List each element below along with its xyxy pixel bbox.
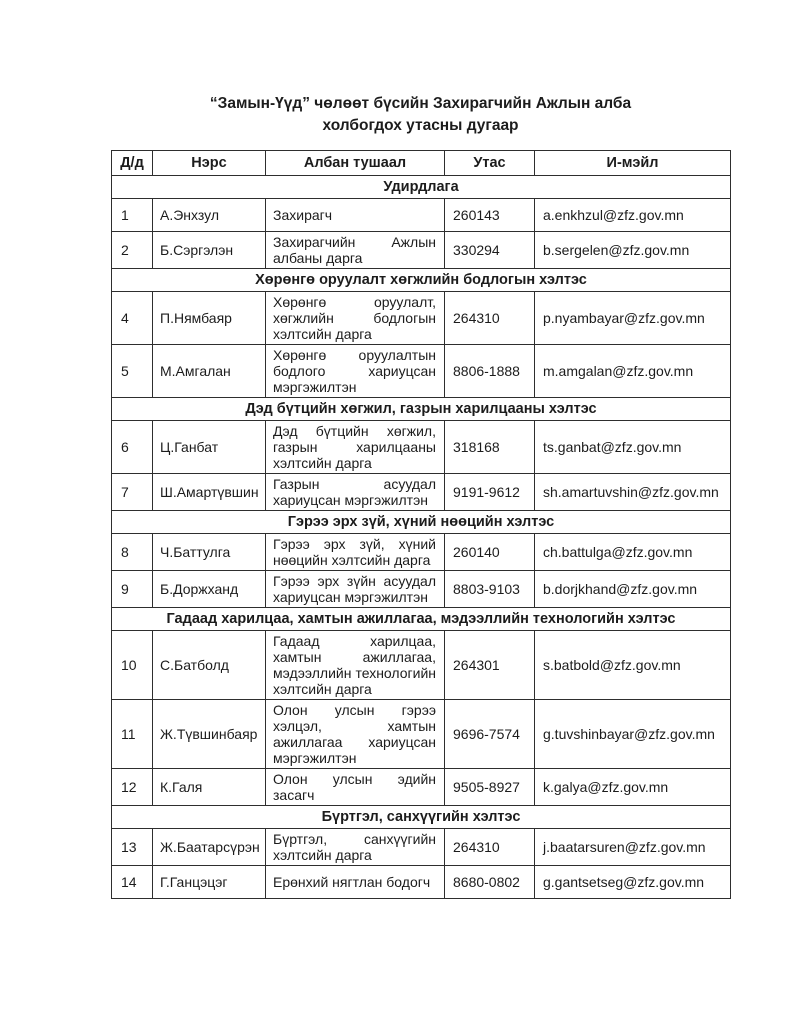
section-header-row bbox=[112, 806, 731, 829]
cell-email: p.nyambayar@zfz.gov.mn bbox=[535, 292, 731, 345]
document-title-line1: “Замын-Үүд” чөлөөт бүсийн Захирагчийн Ажлын алба bbox=[209, 95, 632, 112]
cell-position: Дэд бүтцийн хөгжил, газрын харилцааны хэлтсийн дарга bbox=[266, 421, 445, 474]
header-email: И-мэйл bbox=[535, 151, 731, 176]
cell-name: Б.Доржханд bbox=[153, 571, 266, 608]
cell-name: Ж.Баатарсүрэн bbox=[153, 829, 266, 866]
cell-name: М.Амгалан bbox=[153, 345, 266, 398]
cell-no: 9 bbox=[112, 571, 153, 608]
section-title: Дэд бүтцийн хөгжил, газрын харилцааны хэлтэс bbox=[112, 398, 731, 421]
section-header-row bbox=[112, 398, 731, 421]
cell-email: ts.ganbat@zfz.gov.mn bbox=[535, 421, 731, 474]
cell-position: Газрын асуудал хариуцсан мэргэжилтэн bbox=[266, 474, 445, 511]
cell-email: b.dorjkhand@zfz.gov.mn bbox=[535, 571, 731, 608]
cell-position: Ерөнхий нягтлан бодогч bbox=[266, 866, 445, 899]
cell-email: g.gantsetseg@zfz.gov.mn bbox=[535, 866, 731, 899]
table-row bbox=[112, 292, 731, 345]
table-row bbox=[112, 631, 731, 700]
section-header-row bbox=[112, 176, 731, 199]
table-row bbox=[112, 232, 731, 269]
cell-name: А.Энхзул bbox=[153, 199, 266, 232]
cell-phone: 260143 bbox=[445, 199, 535, 232]
cell-position: Захирагчийн Ажлын албаны дарга bbox=[266, 232, 445, 269]
cell-phone: 9191-9612 bbox=[445, 474, 535, 511]
cell-no: 7 bbox=[112, 474, 153, 511]
table-row bbox=[112, 345, 731, 398]
cell-phone: 9696-7574 bbox=[445, 700, 535, 769]
cell-name: С.Батболд bbox=[153, 631, 266, 700]
cell-phone: 8680-0802 bbox=[445, 866, 535, 899]
cell-name: К.Галя bbox=[153, 769, 266, 806]
cell-phone: 264301 bbox=[445, 631, 535, 700]
cell-email: k.galya@zfz.gov.mn bbox=[535, 769, 731, 806]
table-row bbox=[112, 199, 731, 232]
cell-email: m.amgalan@zfz.gov.mn bbox=[535, 345, 731, 398]
header-no: Д/д bbox=[112, 151, 153, 176]
header-name: Нэрс bbox=[153, 151, 266, 176]
document-title bbox=[111, 93, 730, 137]
cell-no: 14 bbox=[112, 866, 153, 899]
cell-no: 4 bbox=[112, 292, 153, 345]
section-title: Гадаад харилцаа, хамтын ажиллагаа, мэдээллийн технологийн хэлтэс bbox=[112, 608, 731, 631]
cell-name: Ц.Ганбат bbox=[153, 421, 266, 474]
cell-no: 8 bbox=[112, 534, 153, 571]
table-row bbox=[112, 829, 731, 866]
cell-no: 10 bbox=[112, 631, 153, 700]
cell-position: Гэрээ эрх зүй, хүний нөөцийн хэлтсийн дарга bbox=[266, 534, 445, 571]
cell-email: s.batbold@zfz.gov.mn bbox=[535, 631, 731, 700]
cell-phone: 318168 bbox=[445, 421, 535, 474]
section-title: Удирдлага bbox=[112, 176, 731, 199]
contact-table bbox=[111, 150, 731, 899]
document-title-line2: холбогдох утасны дугаар bbox=[322, 117, 519, 134]
cell-no: 13 bbox=[112, 829, 153, 866]
cell-name: Г.Ганцэцэг bbox=[153, 866, 266, 899]
table-row bbox=[112, 700, 731, 769]
cell-email: ch.battulga@zfz.gov.mn bbox=[535, 534, 731, 571]
cell-no: 6 bbox=[112, 421, 153, 474]
table-row bbox=[112, 534, 731, 571]
section-title: Гэрээ эрх зүй, хүний нөөцийн хэлтэс bbox=[112, 511, 731, 534]
cell-position: Гадаад харилцаа, хамтын ажиллагаа, мэдээллийн технологийн хэлтсийн дарга bbox=[266, 631, 445, 700]
cell-phone: 264310 bbox=[445, 829, 535, 866]
table-row bbox=[112, 421, 731, 474]
header-phone: Утас bbox=[445, 151, 535, 176]
cell-position: Хөрөнгө оруулалтын бодлого хариуцсан мэргэжилтэн bbox=[266, 345, 445, 398]
cell-position: Олон улсын гэрээ хэлцэл, хамтын ажиллагаа хариуцсан мэргэжилтэн bbox=[266, 700, 445, 769]
cell-name: Ж.Түвшинбаяр bbox=[153, 700, 266, 769]
cell-no: 12 bbox=[112, 769, 153, 806]
cell-position: Олон улсын эдийн засагч bbox=[266, 769, 445, 806]
cell-email: j.baatarsuren@zfz.gov.mn bbox=[535, 829, 731, 866]
cell-name: Ч.Баттулга bbox=[153, 534, 266, 571]
cell-position: Захирагч bbox=[266, 199, 445, 232]
cell-no: 11 bbox=[112, 700, 153, 769]
table-row bbox=[112, 866, 731, 899]
cell-position: Гэрээ эрх зүйн асуудал хариуцсан мэргэжилтэн bbox=[266, 571, 445, 608]
cell-name: П.Нямбаяр bbox=[153, 292, 266, 345]
cell-no: 2 bbox=[112, 232, 153, 269]
section-header-row bbox=[112, 608, 731, 631]
cell-phone: 330294 bbox=[445, 232, 535, 269]
table-header-row bbox=[112, 151, 731, 176]
cell-position: Бүртгэл, санхүүгийн хэлтсийн дарга bbox=[266, 829, 445, 866]
section-title: Хөрөнгө оруулалт хөгжлийн бодлогын хэлтэс bbox=[112, 269, 731, 292]
cell-phone: 260140 bbox=[445, 534, 535, 571]
cell-email: b.sergelen@zfz.gov.mn bbox=[535, 232, 731, 269]
cell-email: a.enkhzul@zfz.gov.mn bbox=[535, 199, 731, 232]
cell-name: Б.Сэргэлэн bbox=[153, 232, 266, 269]
cell-no: 1 bbox=[112, 199, 153, 232]
cell-phone: 264310 bbox=[445, 292, 535, 345]
table-row bbox=[112, 571, 731, 608]
cell-position: Хөрөнгө оруулалт, хөгжлийн бодлогын хэлтсийн дарга bbox=[266, 292, 445, 345]
section-title: Бүртгэл, санхүүгийн хэлтэс bbox=[112, 806, 731, 829]
cell-email: g.tuvshinbayar@zfz.gov.mn bbox=[535, 700, 731, 769]
cell-name: Ш.Амартүвшин bbox=[153, 474, 266, 511]
table-row bbox=[112, 769, 731, 806]
cell-no: 5 bbox=[112, 345, 153, 398]
table-row bbox=[112, 474, 731, 511]
header-position: Албан тушаал bbox=[266, 151, 445, 176]
section-header-row bbox=[112, 269, 731, 292]
cell-phone: 9505-8927 bbox=[445, 769, 535, 806]
cell-phone: 8806-1888 bbox=[445, 345, 535, 398]
section-header-row bbox=[112, 511, 731, 534]
cell-email: sh.amartuvshin@zfz.gov.mn bbox=[535, 474, 731, 511]
cell-phone: 8803-9103 bbox=[445, 571, 535, 608]
